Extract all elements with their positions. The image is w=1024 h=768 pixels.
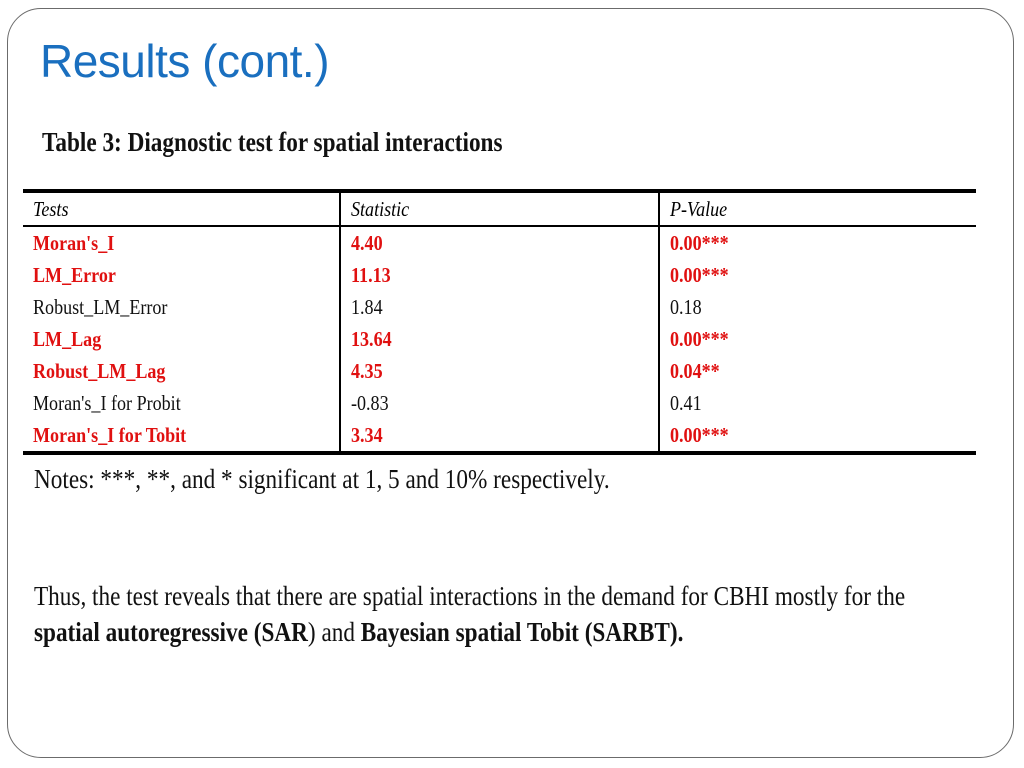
- term-spatial-autoregressive: spatial autoregressive: [34, 617, 248, 647]
- cell-statistic: 13.64: [340, 323, 659, 355]
- term-sar: SAR: [261, 617, 308, 647]
- cell-p-value: 0.18: [670, 294, 702, 319]
- term-sarbt: SARBT).: [592, 617, 684, 647]
- header-statistic: Statistic: [340, 191, 659, 226]
- cell-p-value: 0.04**: [670, 358, 720, 383]
- cell-test: Robust_LM_Error: [23, 291, 340, 323]
- table-caption: Table 3: Diagnostic test for spatial interactions: [42, 127, 503, 157]
- conclusion-paragraph: Thus, the test reveals that there are spatial interactions in the demand for CBHI mostly for the spatial autoregressive (SAR) and Bayesian spatial Tobit (SARBT).: [34, 581, 906, 647]
- cell-statistic: 1.84: [340, 291, 659, 323]
- cell-test: Moran's_I for Tobit: [23, 419, 340, 453]
- diagnostic-table-container: [23, 189, 976, 455]
- cell-test: LM_Error: [23, 259, 340, 291]
- table-body: [23, 226, 976, 453]
- header-p-value: P-Value: [670, 196, 728, 221]
- cell-statistic: 4.35: [340, 355, 659, 387]
- cell-p-value: 0.00***: [670, 422, 729, 447]
- cell-test: Moran's_I for Probit: [23, 387, 340, 419]
- header-tests: Tests: [23, 191, 340, 226]
- diagnostic-table: [23, 189, 976, 455]
- cell-statistic: 4.40: [340, 226, 659, 259]
- table-row: [23, 291, 976, 323]
- conclusion-line: Thus, the test reveals that there are spatial interactions in the demand for CBHI mostly for the: [34, 581, 906, 611]
- table-row: [23, 259, 976, 291]
- cell-p-value: 0.00***: [670, 230, 729, 255]
- cell-statistic: -0.83: [340, 387, 659, 419]
- term-bayesian-spatial-tobit: Bayesian spatial Tobit: [360, 617, 579, 647]
- slide-title: Results (cont.): [40, 35, 330, 87]
- table-row: [23, 226, 976, 259]
- cell-p-value: 0.00***: [670, 262, 729, 287]
- cell-statistic: 3.34: [340, 419, 659, 453]
- cell-p-value: 0.00***: [670, 326, 729, 351]
- cell-test: Robust_LM_Lag: [23, 355, 340, 387]
- cell-test: Moran's_I: [23, 226, 340, 259]
- table-header-row: [23, 191, 976, 226]
- table-notes: Notes: ***, **, and * significant at 1, 5 and 10% respectively.: [34, 464, 610, 494]
- table-row: [23, 419, 976, 453]
- cell-statistic: 11.13: [340, 259, 659, 291]
- table-row: [23, 355, 976, 387]
- table-row: [23, 323, 976, 355]
- cell-p-value: 0.41: [670, 390, 702, 415]
- table-row: [23, 387, 976, 419]
- cell-test: LM_Lag: [23, 323, 340, 355]
